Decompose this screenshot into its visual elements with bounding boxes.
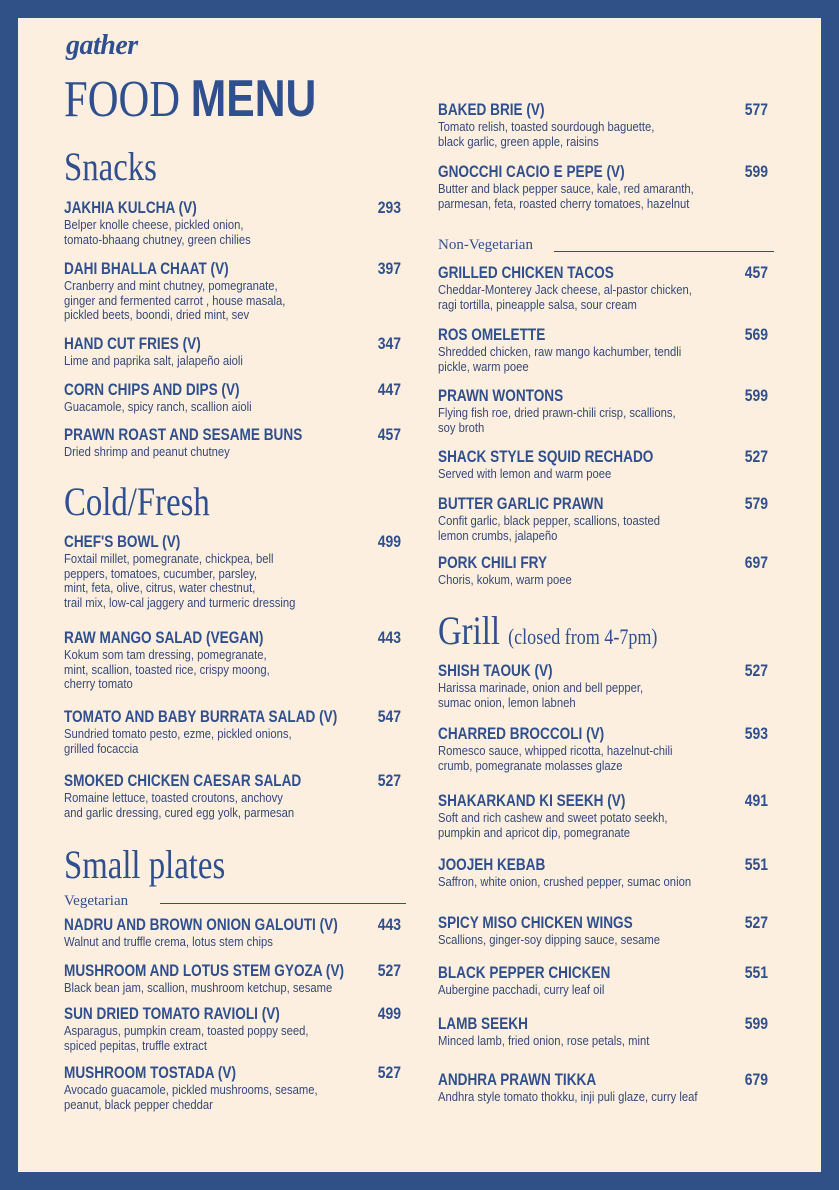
menu-item-name: SPICY MISO CHICKEN WINGS [438,913,633,932]
menu-item-name: BLACK PEPPER CHICKEN [438,963,611,982]
menu-item [64,628,313,692]
menu-item [438,100,678,149]
menu-item-description: Aubergine pacchadi, curry leaf oil [438,983,605,997]
menu-item-price: 577 [744,100,768,119]
subsection-non-vegetarian: Non-Vegetarian [438,237,533,253]
menu-item-description: Flying fish roe, dried prawn-chili crisp, scallions, soy broth [438,406,676,435]
menu-item-price: 547 [377,707,401,726]
grill-note: (closed from 4-7pm) [508,624,658,649]
menu-item-price: 527 [377,961,401,980]
menu-item-description: Harissa marinade, onion and bell pepper, sumac onion, lemon labneh [438,681,644,710]
menu-item-price: 593 [744,724,768,743]
menu-item-description: Scallions, ginger-soy dipping sauce, sesame [438,933,661,947]
menu-item-price: 397 [377,259,401,278]
menu-item-description: Sundried tomato pesto, ezme, pickled onions, grilled focaccia [64,727,292,756]
menu-item-description: Dried shrimp and peanut chutney [64,445,230,459]
menu-item-name: ROS OMELETTE [438,325,546,344]
menu-item [438,661,666,710]
menu-item-price: 527 [744,913,768,932]
menu-item [64,771,361,820]
menu-item-name: TOMATO AND BABY BURRATA SALAD (V) [64,707,338,726]
page-title [64,72,316,127]
section-small-plates: Small plates [64,842,226,887]
menu-item-name: SHACK STYLE SQUID RECHADO [438,447,654,466]
divider [160,903,406,904]
menu-item [438,1014,673,1049]
menu-item-name: DAHI BHALLA CHAAT (V) [64,259,229,278]
menu-item-description: Lime and paprika salt, jalapeño aioli [64,354,243,368]
menu-item [438,447,707,482]
menu-item-name: MUSHROOM TOSTADA (V) [64,1063,237,1082]
menu-item-price: 569 [744,325,768,344]
menu-item [438,325,708,374]
menu-item-description: Guacamole, spicy ranch, scallion aioli [64,400,252,414]
menu-item-price: 347 [377,334,401,353]
menu-item-price: 527 [744,447,768,466]
menu-item-name: BUTTER GARLIC PRAWN [438,494,604,513]
menu-item-description: Romesco sauce, whipped ricotta, hazelnut-chili crumb, pomegranate molasses glaze [438,744,673,773]
menu-item-description: Kokum som tam dressing, pomegranate, mint, scallion, toasted rice, crispy moong, cherry tomato [64,648,270,691]
section-grill [438,610,657,658]
menu-item-name: SMOKED CHICKEN CAESAR SALAD [64,771,302,790]
menu-item-name: NADRU AND BROWN ONION GALOUTI (V) [64,915,338,934]
menu-item-name: PORK CHILI FRY [438,553,548,572]
menu-item [438,1070,726,1105]
menu-item-name: SUN DRIED TOMATO RAVIOLI (V) [64,1004,280,1023]
menu-item [438,913,685,948]
menu-item-description: Romaine lettuce, toasted croutons, anchovy and garlic dressing, cured egg yolk, parmesan [64,791,295,820]
menu-item-description: Asparagus, pumpkin cream, toasted poppy seed, spiced pepitas, truffle extract [64,1024,309,1053]
menu-item-price: 527 [377,771,401,790]
menu-item-name: RAW MANGO SALAD (VEGAN) [64,628,264,647]
menu-item [438,724,699,773]
menu-item-price: 293 [377,198,401,217]
menu-item [438,263,720,312]
menu-item-price: 679 [744,1070,768,1089]
brand-logo: gather [66,30,138,61]
menu-item-name: LAMB SEEKH [438,1014,528,1033]
menu-item-price: 443 [377,915,401,934]
menu-item-price: 527 [377,1063,401,1082]
menu-item-description: Saffron, white onion, crushed pepper, sumac onion [438,875,692,889]
menu-item [64,259,310,323]
menu-item-description: Foxtail millet, pomegranate, chickpea, bell peppers, tomatoes, cucumber, parsley, mint, feta, olive, citrus, water chestnut, trail mix, low-cal jaggery and turmeric dressing [64,552,296,610]
menu-item [64,198,272,247]
title-part-1: FOOD [64,71,181,128]
grill-title: Grill [438,608,500,653]
menu-item-price: 527 [744,661,768,680]
menu-item-price: 447 [377,380,401,399]
title-part-2: MENU [190,70,317,128]
menu-item-description: Confit garlic, black pepper, scallions, toasted lemon crumbs, jalapeño [438,514,661,543]
menu-item-description: Soft and rich cashew and sweet potato seekh, pumpkin and apricot dip, pomegranate [438,811,668,840]
menu-item [64,425,362,460]
menu-item [64,1063,346,1112]
menu-item-name: JOOJEH KEBAB [438,855,546,874]
menu-item-description: Minced lamb, fried onion, rose petals, mint [438,1034,650,1048]
menu-item-price: 499 [377,532,401,551]
menu-item [64,532,321,610]
menu-item [64,1004,336,1053]
menu-item [438,553,587,588]
menu-item-description: Tomato relish, toasted sourdough baguette, black garlic, green apple, raisins [438,120,655,149]
menu-item-name: PRAWN ROAST AND SESAME BUNS [64,425,303,444]
menu-item-price: 499 [377,1004,401,1023]
menu-item-description: Butter and black pepper sauce, kale, red amaranth, parmesan, feta, roasted cherry tomatoes, hazelnut [438,182,694,211]
menu-item [64,380,283,415]
menu-item-name: SHAKARKAND KI SEEKH (V) [438,791,626,810]
menu-item-description: Shredded chicken, raw mango kachumber, tendli pickle, warm poee [438,345,682,374]
menu-item-name: CORN CHIPS AND DIPS (V) [64,380,240,399]
menu-item [438,162,722,211]
menu-item-description: Walnut and truffle crema, lotus stem chips [64,935,273,949]
menu-item-description: Andhra style tomato thokku, inji puli glaze, curry leaf [438,1090,698,1104]
menu-item-name: SHISH TAOUK (V) [438,661,553,680]
menu-item-description: Cranberry and mint chutney, pomegranate, ginger and fermented carrot , house masala, pickled beets, boondi, dried mint, sev [64,279,286,322]
menu-item-description: Belper knolle cheese, pickled onion, tomato-bhaang chutney, green chilies [64,218,251,247]
menu-item [438,494,685,543]
menu-item-description: Black bean jam, scallion, mushroom ketchup, sesame [64,981,333,995]
menu-item [64,334,263,369]
menu-item [438,791,693,840]
menu-item-price: 491 [744,791,768,810]
menu-item-price: 599 [744,1014,768,1033]
menu-item-price: 457 [744,263,768,282]
menu-item-price: 551 [744,963,768,982]
menu-item-name: GRILLED CHICKEN TACOS [438,263,614,282]
menu-item [438,963,653,998]
menu-item-description: Avocado guacamole, pickled mushrooms, sesame, peanut, black pepper cheddar [64,1083,318,1112]
menu-item-name: GNOCCHI CACIO E PEPE (V) [438,162,625,181]
menu-item-name: BAKED BRIE (V) [438,100,545,119]
menu-item-name: ANDHRA PRAWN TIKKA [438,1070,597,1089]
menu-item-description: Choris, kokum, warm poee [438,573,572,587]
menu-item-price: 443 [377,628,401,647]
divider [554,251,774,252]
menu-item-name: HAND CUT FRIES (V) [64,334,201,353]
menu-item-name: CHARRED BROCCOLI (V) [438,724,605,743]
menu-item-price: 457 [377,425,401,444]
menu-item-price: 599 [744,162,768,181]
menu-item-price: 599 [744,386,768,405]
menu-item-name: MUSHROOM AND LOTUS STEM GYOZA (V) [64,961,345,980]
menu-item-name: JAKHIA KULCHA (V) [64,198,197,217]
section-cold-fresh: Cold/Fresh [64,479,210,524]
menu-item [438,855,719,890]
subsection-vegetarian: Vegetarian [64,893,129,909]
menu-page [18,18,821,1172]
menu-item-name: PRAWN WONTONS [438,386,564,405]
menu-item-description: Served with lemon and warm poee [438,467,612,481]
menu-item-price: 551 [744,855,768,874]
menu-item-name: CHEF'S BOWL (V) [64,532,181,551]
menu-item [438,386,702,435]
menu-item-price: 579 [744,494,768,513]
section-snacks: Snacks [64,144,157,189]
menu-item-price: 697 [744,553,768,572]
menu-item-description: Cheddar-Monterey Jack cheese, al-pastor chicken, ragi tortilla, pineapple salsa, sour cream [438,283,692,312]
